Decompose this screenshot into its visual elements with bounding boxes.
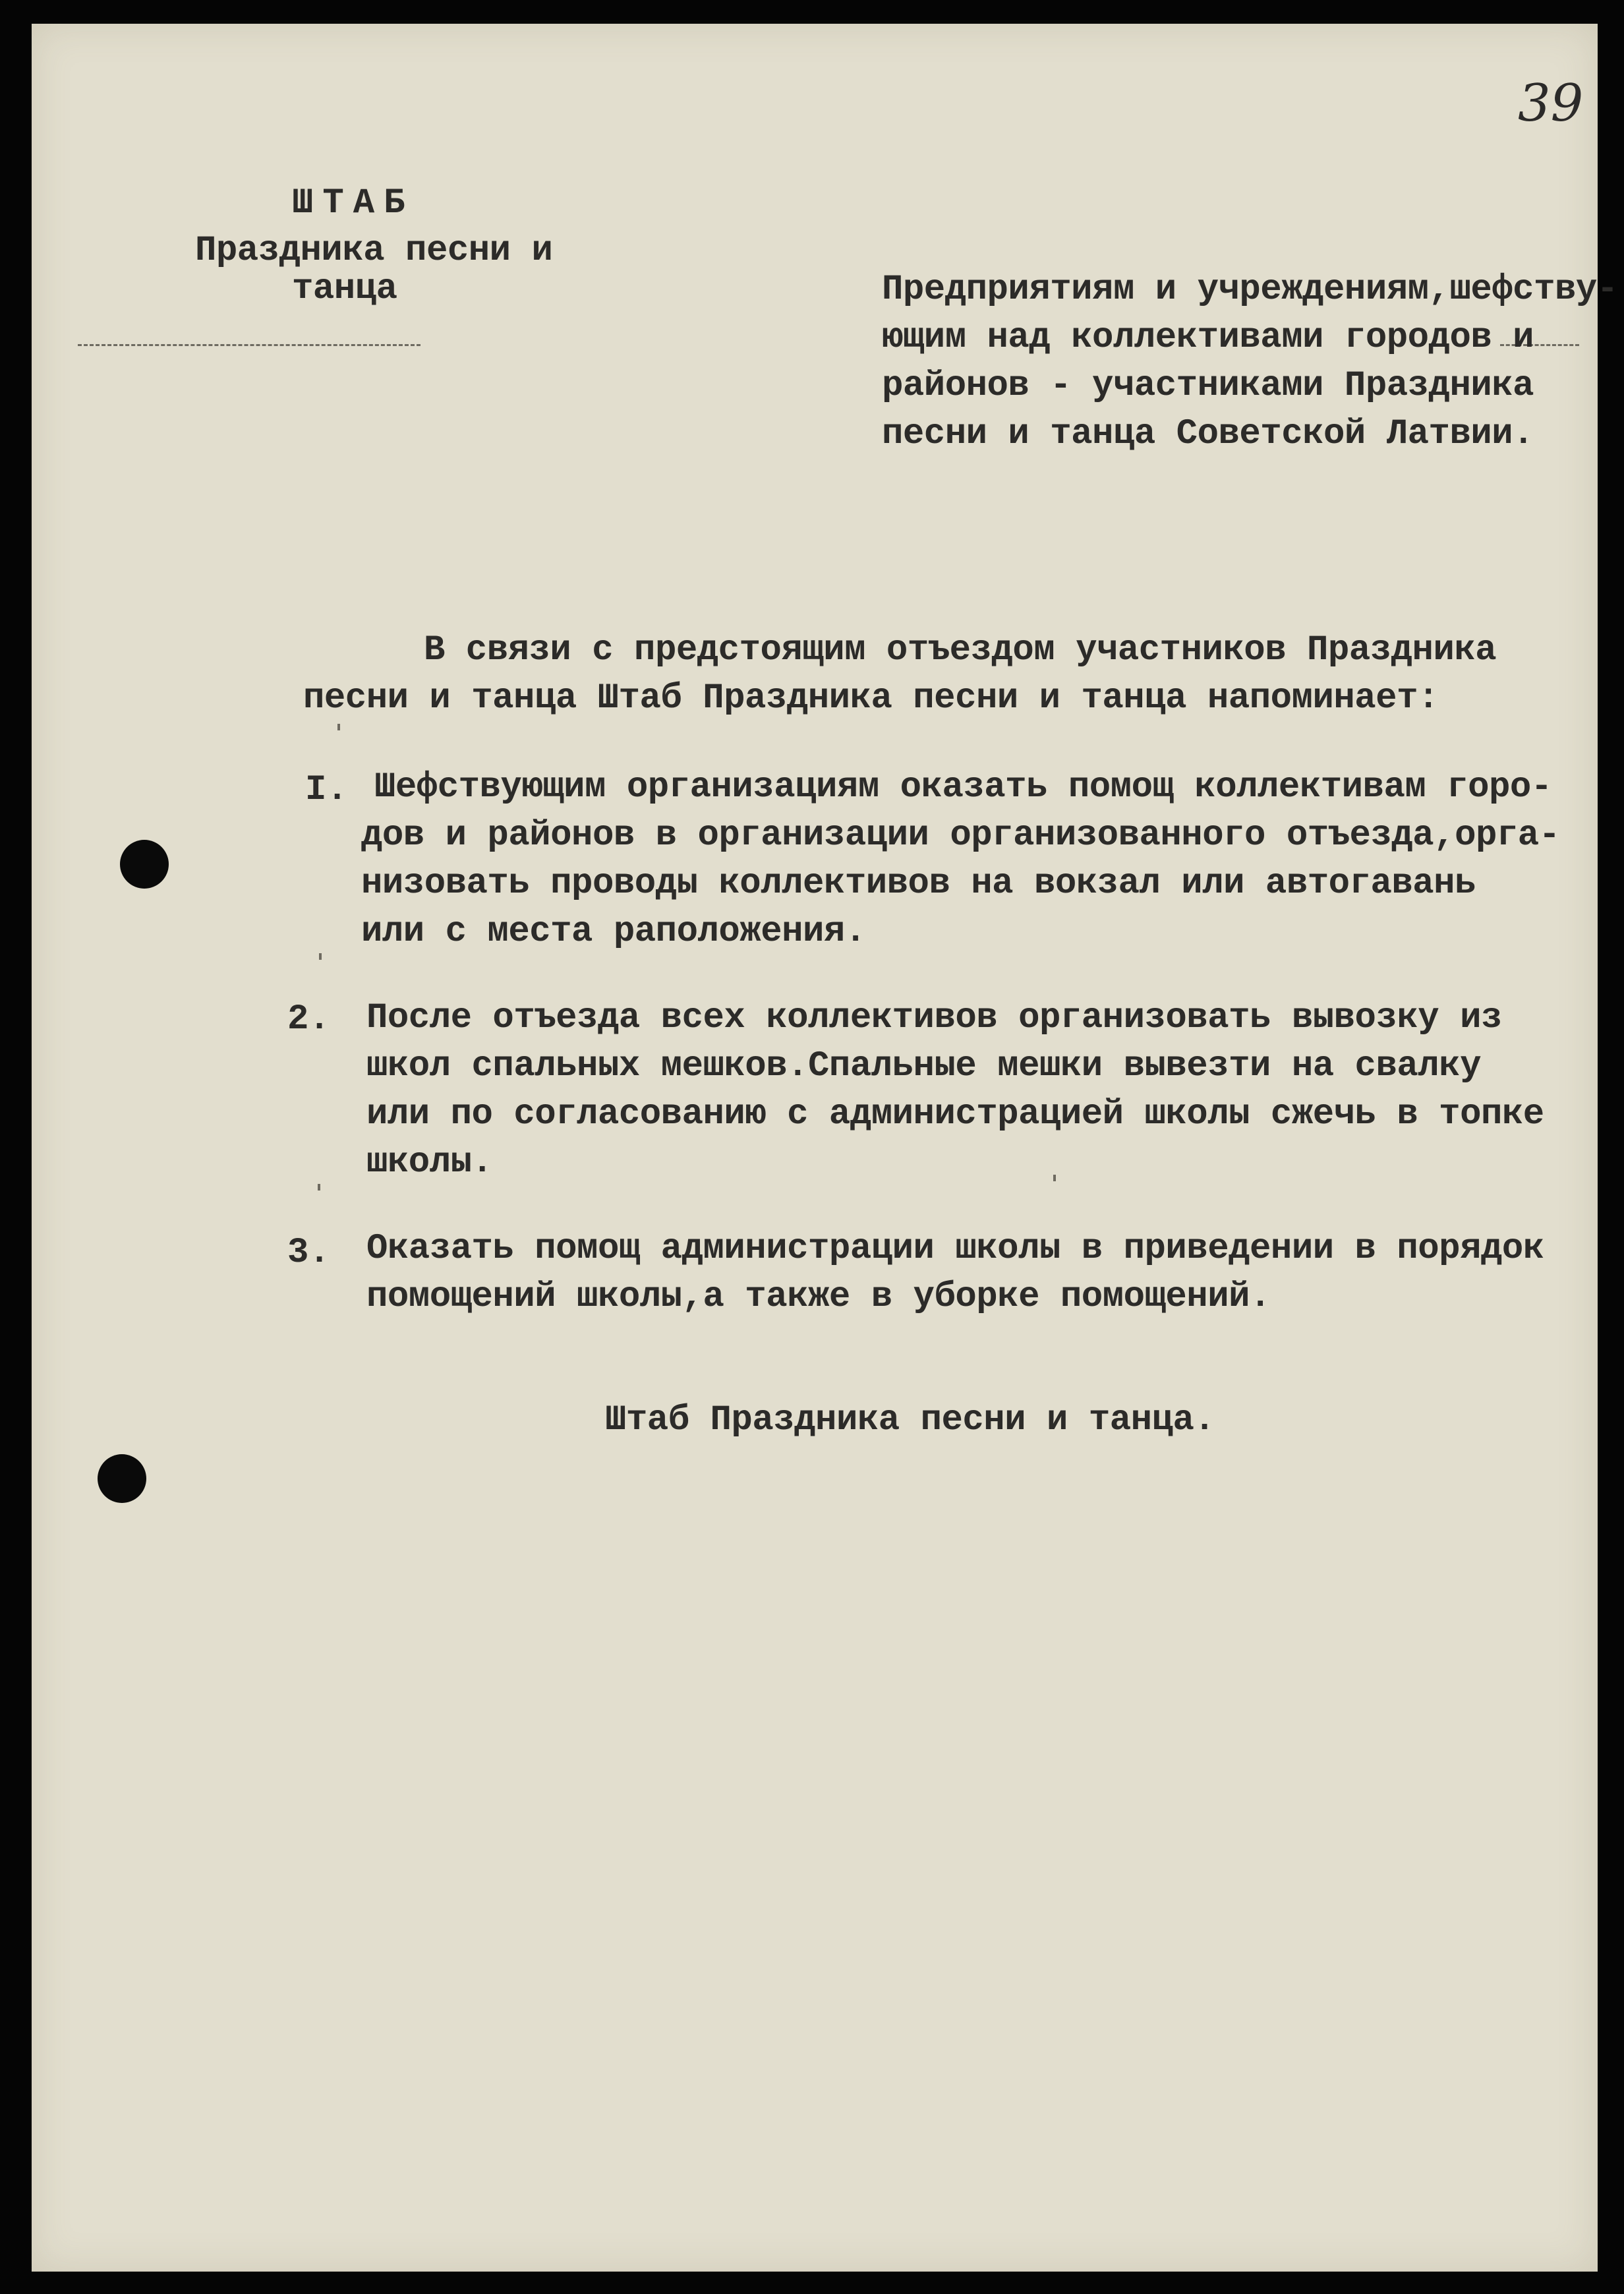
margin-mark bbox=[337, 724, 340, 730]
item-line: После отъезда всех коллективов организовать вывозку из bbox=[366, 998, 1502, 1038]
item-line: Оказать помощ администрации школы в приведении в порядок bbox=[366, 1229, 1544, 1269]
header-org-line-1: Праздника песни и bbox=[195, 231, 553, 271]
item-line: школы. bbox=[366, 1142, 493, 1183]
item-number: 3. bbox=[287, 1233, 330, 1273]
item-number: I. bbox=[305, 770, 348, 810]
addressee-line: ющим над коллективами городов и bbox=[882, 318, 1534, 358]
margin-mark bbox=[318, 1184, 320, 1191]
item-line: дов и районов в организации организованного отъезда,орга- bbox=[361, 815, 1560, 856]
intro-line-2: песни и танца Штаб Праздника песни и танца напоминает: bbox=[303, 678, 1439, 719]
header-rule-left bbox=[78, 344, 420, 346]
item-line: или с места раположения. bbox=[361, 912, 866, 952]
page-number: 39 bbox=[1518, 74, 1584, 133]
item-line: помощений школы,а также в уборке помощений. bbox=[366, 1277, 1271, 1317]
item-line: школ спальных мешков.Спальные мешки вывезти на свалку bbox=[366, 1046, 1481, 1086]
item-line: Шефствующим организациям оказать помощ коллективам горо- bbox=[374, 767, 1552, 808]
margin-mark bbox=[319, 953, 322, 960]
item-line: низовать проводы коллективов на вокзал или автогавань bbox=[361, 864, 1476, 904]
punch-hole bbox=[120, 840, 169, 889]
item-number: 2. bbox=[287, 999, 330, 1040]
addressee-line: песни и танца Советской Латвии. bbox=[882, 414, 1534, 454]
intro-line-1: В связи с предстоящим отъездом участников Праздника bbox=[424, 630, 1497, 670]
signature: Штаб Праздника песни и танца. bbox=[605, 1400, 1215, 1440]
margin-mark bbox=[1053, 1175, 1056, 1181]
punch-hole bbox=[98, 1454, 146, 1503]
document-sheet bbox=[32, 24, 1618, 2272]
item-line: или по согласованию с администрацией школы сжечь в топке bbox=[366, 1094, 1544, 1134]
addressee-line: Предприятиям и учреждениям,шефству- bbox=[882, 270, 1618, 310]
addressee-line: районов - участниками Праздника bbox=[882, 366, 1534, 406]
header-org-line-2: танца bbox=[292, 269, 397, 309]
header-title: ШТАБ bbox=[292, 183, 415, 223]
